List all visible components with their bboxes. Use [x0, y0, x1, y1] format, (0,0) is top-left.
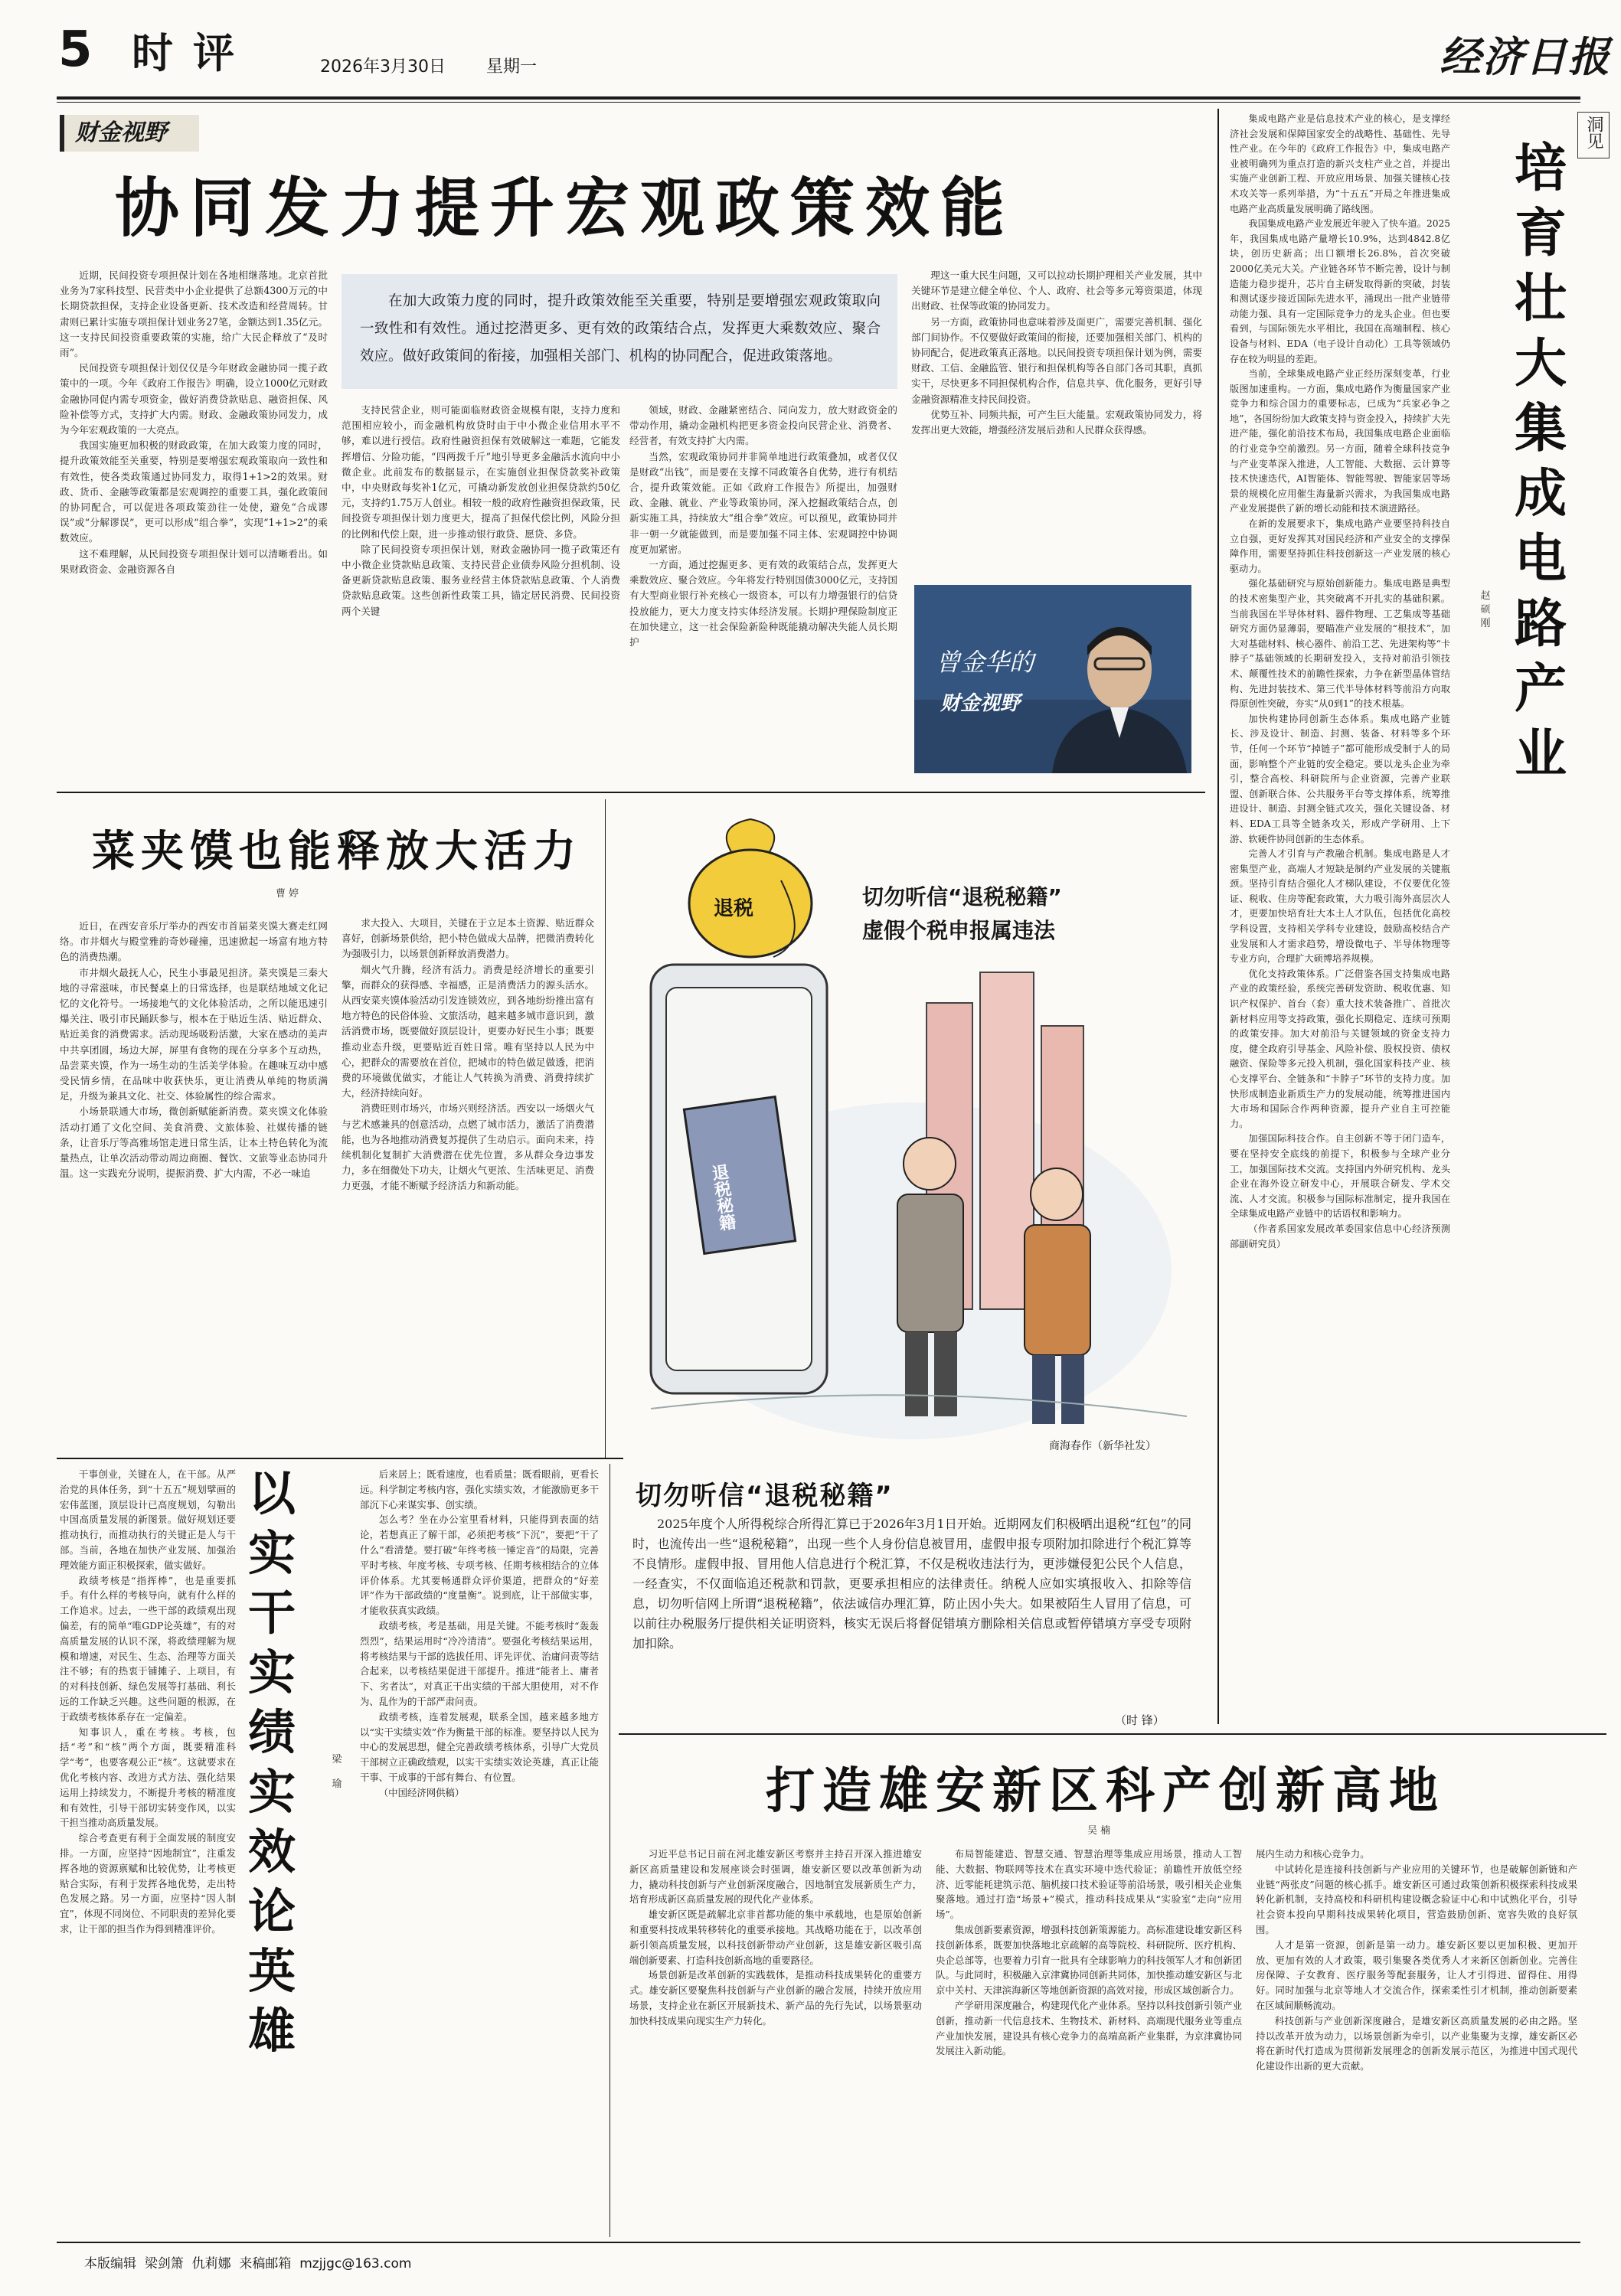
article3-body: 集成电路产业是信息技术产业的核心，是支撑经济社会发展和保障国家安全的战略性、基础性、先导性产业。在今年的《政府工作报告》中，集成电路产业被明确列为重点打造的新兴支柱产业之首，并提出实施产业创新工程、开放应用场景、加强关键核心技术攻关等一系列举措，为“十五五”开局之年推进集成电路产业高质量发展明确了路线图。 我国集成电路产业发展近年驶入了快车道。2025年，我国集成电路产量增长10.9%，达到4842.8亿块，创历史新高；出口额增长26.8%，首次突破2000亿美元大关。产业链各环节不断完善，设计与制造能力稳步提升，芯片自主研发取得新的突破，封装和测试逐步接近国际先进水平，涌现出一批产业链带动能力强、具有一定国际竞争力的龙头企业。但也要看到，与国际领先水平相比，我国在高端制程、核心设备与材料、EDA（电子设计自动化）工具等领域仍存在较为明显的差距。 当前，全球集成电路产业正经历深刻变革，行业版图加速重构。一方面，集成电路作为衡量国家产业竞争力和综合国力的重要标志，已成为“兵家必争之地”，各国纷纷加大政策支持与资金投入，持续扩大先进产能，强化前沿技术布局，我国集成电路企业面临的行业竞争空前激烈。另一方面，随着全球科技竞争与产业变革深入推进，人工智能、大数据、云计算等技术快速迭代，AI智能体、智能驾驶、智能家居等场景的规模化应用催生海量新兴需求，为我国集成电路产业发展提供了新的增长动能和技术演进路径。 在新的发展要求下，集成电路产业要坚持科技自立自强，更好发挥其对国民经济和产业安全的支撑保障作用，需要坚持抓住科技创新这一产业发展的核心驱动力。 强化基础研究与原始创新能力。集成电路是典型的技术密集型产业，其突破离不开扎实的基础积累。当前我国在半导体材料、器件物理、工艺集成等基础研究方面仍显薄弱，要瞄准产业发展的“根技术”，加大对基础材料、核心器件、前沿工艺、先进架构等“卡脖子”基础领域的长期研发投入，支持对前沿引领技术、颠覆性技术的前瞻性探索，力争在新型晶体管结构、先进封装技术、第三代半导体材料等前沿方向取得原创性突破，夯实“从0到1”的技术根基。 加快构建协同创新生态体系。集成电路产业链长、涉及设计、制造、封测、装备、材料等多个环节，任何一个环节“掉链子”都可能形成受制于人的局面，影响整个产业链的安全稳定。要以龙头企业为牵引，整合高校、科研院所与企业资源，完善产业联盟、创新联合体、公共服务平台等支撑体系，统筹推进设计、制造、封测全链式攻关，强化关键设备、材料、EDA工具等全链条攻关，形成产学研用、上下游、软硬件协同创新的生态体系。 完善人才引育与产教融合机制。集成电路是人才密集型产业，高端人才短缺是制约产业发展的关键瓶颈。坚持引育结合强化人才梯队建设，不仅要优化签证、税收、住房等配套政策，大力吸引海外高层次人才，更要加快培育壮大本土人才队伍，包括优化高校学科设置，支持相关学科专业建设，鼓励高校结合产业发展和人才需求趋势，增设微电子、半导体物理等专业方向，合理扩大硕博培养规模。 优化支持政策体系。广泛借鉴各国支持集成电路产业的政策经验，系统完善研发资助、税收优惠、知识产权保护、首台（套）重大技术装备推广、首批次新材料应用等支持政策，强化长期稳定、连续可预期的政策安排。加大对前沿与关键领域的资金支持力度，健全政府引导基金、风险补偿、股权投资、债权融资、保险等多元投入机制，强化国家科技产业、核心支撑平台、全链条和“卡脖子”环节的支持力度。加快形成制造业新质生产力的发展动能，统筹推进国内大市场和国际合作两种资源，提升产业自主可控能力。 加强国际科技合作。自主创新不等于闭门造车，要在坚持安全底线的前提下，积极参与全球产业分工，加强国际技术交流。支持国内外研究机构、龙头企业在海外设立研发中心，开展联合研发、学术交流、人才交流。积极参与国际标准制定，提升我国在全球集成电路产业链中的话语权和影响力。 （作者系国家发展改革委国家信息中心经济预测部副研究员）	[1230, 113, 1450, 1249]
article1-col4: 理这一重大民生问题，又可以拉动长期护理相关产业发展，其中关键环节是建立健全单位、个人、政府、社会等多元筹资渠道，体现出财政、社保等政策的协同发力。 另一方面，政策协同也意味着涉及面更广，需要完善机制、强化部门间协作。不仅要做好政策间的衔接，还要加强相关部门、机构的协同配合，促进政策真正落地。以民间投资专项担保计划为例，需要财政、工信、金融监管、银行和担保机构等各自部门各司其职，真抓实干，尽快更多不同担保机构合作，信息共享、优化服务，更好引导金融资源精准支持民间投资。 优势互补、同频共振，可产生巨大能量。宏观政策协同发力，将发挥出更大效能，增强经济发展后劲和人民群众获得感。	[911, 269, 1202, 436]
article3-tag: 洞见	[1577, 112, 1610, 158]
article4-author: 梁 瑜	[332, 1754, 342, 1790]
article5-title: 打造雄安新区科产创新高地	[766, 1763, 1446, 1820]
column-logo: 财金视野	[940, 692, 1021, 715]
paper-name-logo: 经济日报	[1440, 32, 1611, 81]
article1-summary: 在加大政策力度的同时，提升政策效能至关重要，特别是要增强宏观政策取向一致性和有效性。通过挖潜更多、更有效的政策结合点，发挥更大乘数效应、聚合效应。做好政策间的衔接，加强相关部门、机构的协同配合，促进政策落地。	[360, 293, 881, 364]
article2-divider	[605, 799, 606, 1458]
article1-col2: 支持民营企业，则可能面临财政资金规模有限，支持力度和范围相应较小，而金融机构放贷时由于中小微企业信用水平不够，难以进行授信。政府性融资担保有效破解这一难题，它能发挥增信、分险功能，“四两拨千斤”地引导更多金融活水流向中小微企业。此前发布的数据显示，在实施创业担保贷款奖补政策中，中央财政每奖补1亿元，可撬动新发放创业担保贷款约50亿元，支持约1.75万人创业。相较一般的政府性融资担保政策，民间投资专项担保计划力度更大，提高了担保代偿比例，风险分担的比例和代偿上限，进一步推动银行敢贷、愿贷、多贷。 除了民间投资专项担保计划，财政金融协同一揽子政策还有中小微企业贷款贴息政策、支持民营企业债券风险分担机制、设备更新贷款贴息政策、服务业经营主体贷款贴息政策、个人消费贷款贴息政策。这些创新性政策工具，锚定居民消费、民间投资两个关键	[342, 404, 620, 617]
article1-bottom-rule	[57, 792, 1205, 793]
column-tag: 财金视野	[60, 115, 199, 152]
footer-rule	[57, 2242, 1580, 2243]
article5-top-rule	[619, 1733, 1606, 1735]
cartoon-bag-label: 退税	[714, 897, 754, 920]
cartoon-credit: 商海春作（新华社发）	[1049, 1440, 1156, 1452]
cartoon-caption-title: 切勿听信“退税秘籍”	[636, 1481, 894, 1511]
cartoon-book-label: 退税秘籍	[708, 1162, 737, 1233]
article5-byline: 吴 楠	[1087, 1825, 1111, 1837]
article3-left-rule	[1217, 109, 1219, 1724]
page-number: 5	[58, 21, 93, 78]
issue-weekday: 星期一	[486, 57, 538, 77]
article5-col2: 布局智能建造、智慧交通、智慧治理等集成应用场景，推动人工智能、大数据、物联网等技术在真实环境中迭代验证；前瞻性开放低空经济、近零能耗建筑示范、脑机接口技术验证等前沿场景，吸引相关企业集聚落地。通过打造“场景+”模式，推动科技成果从“实验室”走向“应用场”。 集成创新要素资源，增强科技创新策源能力。高标准建设雄安新区科技创新体系，既要加快落地北京疏解的高等院校、科研院所、医疗机构、央企总部等，也要着力引育一批具有全球影响力的科技领军人才和创新团队。与此同时，积极融入京津冀协同创新共同体，加快推动雄安新区与北京中关村、天津滨海新区等地创新资源的高效对接，形成区域创新合力。 产学研用深度融合，构建现代化产业体系。坚持以科技创新引领产业创新，推动新一代信息技术、生物技术、新材料、高端现代服务业等重点产业加快发展，建设具有核心竞争力的高端高新产业集群，为京津冀协同发展注入新动能。	[936, 1848, 1242, 2057]
author-portrait	[914, 585, 1191, 773]
article3-author: 赵 硕 刚	[1480, 590, 1491, 629]
cartoon-slogan-1: 切勿听信“退税秘籍”	[862, 884, 1062, 910]
article2-col2: 求大投入、大项目，关键在于立足本土资源、贴近群众喜好，创新场景供给，把小特色做成大品牌，把微消费转化为强吸引力，以场景创新释放消费潜力。 烟火气升腾，经济有活力。消费是经济增长的重要引擎，而群众的获得感、幸福感，正是消费活力的源头活水。从西安菜夹馍体验活动引发连锁效应，到各地纷纷推出富有地方特色的民俗体验、文旅活动，越来越多城市意识到，激活消费市场，既要做好顶层设计，更要办好民生小事；既要推动业态升级，更要贴近百姓日常。唯有坚持以人民为中心，把群众的需要放在首位，把城市的特色做足做透，把消费的环境做优做实，才能让人气转换为消费、消费持续扩大，经济持续向好。 消费旺则市场兴，市场兴则经济活。西安以一场烟火气与艺术感兼具的创意活动，点燃了城市活力，激活了消费潜能，也为各地推动消费复苏提供了生动启示。面向未来，持续机制化复制扩大消费潜在优先位置，多从群众身边事发力，多在细微处下功夫，让烟火气更浓、生活味更足、消费力更强，才能不断赋予经济活力和新动能。	[342, 917, 594, 1192]
article5-col1: 习近平总书记日前在河北雄安新区考察并主持召开深入推进雄安新区高质量建设和发展座谈会时强调，雄安新区要以改革创新为动力，撬动科技创新与产业创新深度融合，因地制宜发展新质生产力，培育形成新区高质量发展的现代化产业体系。 雄安新区既是疏解北京非首都功能的集中承载地，也是原始创新和重要科技成果转移转化的重要承接地。其战略功能在于，以改革创新引领高质量发展，以科技创新带动产业创新，这是雄安新区吸引高端创新要素、打造科技创新高地的重要路径。 场景创新是改革创新的实践载体，是推动科技成果转化的重要方式。雄安新区要聚焦科技创新与产业创新的融合发展，持续开放应用场景，支持企业在新区开展新技术、新产品的先行先试，以场景驱动加快科技成果向现实生产力转化。	[629, 1848, 922, 2027]
article4-col2: 后来居上；既看速度，也看质量；既看眼前，更看长远。科学制定考核内容，强化实绩实效，才能激励更多干部沉下心来谋实事、创实绩。 怎么考？坐在办公室里看材料，只能得到表面的结论，若想真正了解干部，必须把考核“下沉”，要把“干了什么”看清楚。要打破“年终考核一锤定音”的局限，完善平时考核、年度考核、专项考核、任期考核相结合的立体评价体系。尤其要畅通群众评价渠道，把群众的“好差评”作为干部政绩的“度量衡”。说到底，让干部做实事，才能收获真实政绩。 政绩考核，考是基础，用是关键。不能考核时“轰轰烈烈”，结果运用时“冷冷清清”。要强化考核结果运用，将考核结果与干部的选拔任用、评先评优、治庸问责等结合起来，以考核结果促进干部提升。推进“能者上、庸者下、劣者汰”，对真正干出实绩的干部大胆使用，对不作为、乱作为的干部严肃问责。 政绩考核，连着发展观，联系全国，越来越多地方以“实干实绩实效”作为衡量干部的标准。要坚持以人民为中心的发展思想，健全完善政绩考核体系，引导广大党员干部树立正确政绩观，以实干实绩实效论英雄，真正让能干事、干成事的干部有舞台、有位置。 （中国经济网供稿）	[360, 1468, 599, 1798]
masthead-rule-thin	[57, 102, 1580, 103]
cartoon-caption-body: 2025年度个人所得税综合所得汇算已于2026年3月1日开始。近期网友们积极晒出退税“红包”的同时，也流传出一些“退税秘籍”，出现一些个人身份信息被冒用，虚假申报专项附加扣除进行个税汇算等不良情形。虚假申报、冒用他人信息进行个税汇算，不仅是税收违法行为，更涉嫌侵犯公民个人信息，一经查实，不仅面临追还税款和罚款，更要承担相应的法律责任。纳税人应如实填报收入、扣除等信息，切勿听信网上所谓“退税秘籍”，依法诚信办理汇算，防止因小失大。如果被陌生人冒用了信息，可以前往办税服务厅提供相关证明资料，核实无误后将督促错填方删除相关信息或暂停错填方享受专项附加扣除。	[632, 1517, 1191, 1651]
article1-col1: 近期，民间投资专项担保计划在各地相继落地。北京首批业务为7家科技型、民营类中小企业提供了总额4300万元的中长期贷款担保，支持企业设备更新、技术改造和经营周转。甘肃则已累计实施专项担保计划业务27笔，金额达到1.35亿元。这一支持民间投资重要政策的实施，给广大民企释放了“及时雨”。 民间投资专项担保计划仅仅是今年财政金融协同一揽子政策中的一项。今年《政府工作报告》明确，设立1000亿元财政金融协同促内需专项资金，做好消费贷款贴息、融资担保、风险补偿等方式，支持扩大内需。财政、金融政策协同发力，成为今年宏观政策的一大亮点。 我国实施更加积极的财政政策，在加大政策力度的同时，提升政策效能至关重要，特别是要增强宏观政策取向一致性和有效性，使各类政策通过协同发力，取得1+1>2的效果。财政、货币、金融等政策都是宏观调控的重要工具，强化政策间的协同配合，可以促进各项政策劲往一处使，避免“合成谬误”或“分解谬误”，更可以形成“组合拳”，实现“1+1>2”的乘数效应。 这不难理解，从民间投资专项担保计划可以清晰看出。如果财政资金、金融资源各自	[60, 269, 328, 575]
article4-col1: 干事创业，关键在人，在干部。从严治党的具体任务，到“十五五”规划擘画的宏伟蓝图，顶层设计已高度规划，勾勒出中国高质量发展的新图景。做好规划还要推动执行，而推动执行的关键正是人与干部。当前，各地在加快产业发展、加强治理效能方面正积极探索，做实做好。 政绩考核是“指挥棒”，也是重要抓手。有什么样的考核导向，就有什么样的工作追求。过去，一些干部的政绩观出现偏差，有的简单“唯GDP论英雄”，有的对高质量发展的认识不深，将政绩理解为规模和增速，对民生、生态、治理等方面关注不够；有的热衷于铺摊子、上项目，有的对科技创新、绿色发展等打基础、利长远的工作缺乏兴趣。这些问题的根源，在于政绩考核体系存在一定偏差。 知事识人，重在考核。考核，包括“考”和“核”两个方面，既要精准科学“考”，也要客观公正“核”。这就要求在优化考核内容、改进方式方法、强化结果运用上持续发力，不断提升考核的精准度和有效性，引导干部切实转变作风，以实干担当推动高质量发展。 综合考查更有利于全面发展的制度安排。一方面，应坚持“因地制宜”，注重发挥各地的资源禀赋和比较优势，让考核更贴合实际，有利于发挥各地优势，走出特色发展之路。另一方面，应坚持“因人制宜”，体现不同岗位、不同职责的差异化要求，让干部的担当作为得到精准评价。	[60, 1468, 236, 1935]
article2-title: 菜夹馍也能释放大活力	[92, 826, 582, 877]
author-photo-icon	[914, 585, 1191, 773]
masthead-rule	[57, 96, 1580, 100]
article4-title: 以 实 干 实 绩 实 效 论 英 雄	[247, 1465, 296, 2059]
issue-date: 2026年3月30日	[320, 57, 446, 77]
footer-editors: 本版编辑 梁剑箫 仇莉娜 来稿邮箱 mzjjgc@163.com	[84, 2256, 412, 2272]
article5-col3: 展内生动力和核心竞争力。 中试转化是连接科技创新与产业应用的关键环节，也是破解创新链和产业链“两张皮”问题的核心抓手。雄安新区可通过政策创新积极探索科技成果转化新机制，支持高校和科研机构建设概念验证中心和中试熟化平台，引导社会资本投向早期科技成果转化项目，营造鼓励创新、宽容失败的良好氛围。 人才是第一资源，创新是第一动力。雄安新区要以更加积极、更加开放、更加有效的人才政策，吸引集聚各类优秀人才来新区创新创业。完善住房保障、子女教育、医疗服务等配套服务，让人才引得进、留得住、用得好。同时加强与北京等地人才交流合作，探索柔性引才机制，推动创新要素在区域间顺畅流动。 科技创新与产业创新深度融合，是雄安新区高质量发展的必由之路。坚持以改革开放为动力，以场景创新为牵引，以产业集聚为支撑，雄安新区必将在新时代打造成为贯彻新发展理念的创新发展示范区，为推进中国式现代化建设作出新的更大贡献。	[1256, 1848, 1577, 2072]
article2-col1: 近日，在西安音乐厅举办的西安市首届菜夹馍大赛走红网络。市井烟火与殿堂雅韵奇妙碰撞，迅速掀起一场富有地方特色的消费热潮。 市井烟火最抚人心，民生小事最见担济。菜夹馍是三秦大地的寻常滋味，市民餐桌上的日常选择，也是联结地域文化记忆的文化符号。一场接地气的文化体验活动，之所以能迅速引爆关注、吸引市民踊跃参与，根本在于贴近生活、贴近群众、贴近美食的消费需求。活动现场吸粉活激，大家在感动的美声中共享团圆，场边大屏，屏里有食物的现在分享多个互动热，品尝菜夹馍，作为一场生动的生活美学体验。在趣味互动中感受民情乡情，在品味中收获快乐，更让消费从单纯的物质满足，升级为兼具文化、社交、体验属性的综合需求。 小场景联通大市场，微创新赋能新消费。菜夹馍文化体验活动打通了文化空间、美食消费、文旅体验、社媒传播的链条，让音乐厅等高雅场馆走进日常生活，让本土特色转化为流量热点，让单次活动带动周边商圈、餐饮、文旅等业态协同升温。这一实践充分说明，提振消费、扩大内需，不必一味追	[60, 920, 328, 1180]
cartoon-slogan-2: 虚假个税申报属违法	[862, 918, 1056, 943]
article1-title: 协同发力提升宏观政策效能	[115, 171, 1016, 246]
article1-col3: 领域，财政、金融紧密结合、同向发力，放大财政资金的带动作用，撬动金融机构把更多资金投向民营企业、消费者、经营者，有效支持扩大内需。 当然，宏观政策协同并非简单地进行政策叠加，或者仅仅是财政“出钱”，而是要在支撑不同政策各自优势，进行有机结合，提升政策效能。正如《政府工作报告》所提出，加强财政、金融、就业、产业等政策协同，深入挖掘政策结合点，创新实施工具，持续放大“组合拳”效应。可以预见，政策协同并非一朝一夕就能做到，而是要加强不同主体、宏观调控中协调度更加紧密。 一方面，通过挖掘更多、更有效的政策结合点，发挥更大乘数效应、聚合效应。今年将发行特别国债3000亿元，支持国有大型商业银行补充核心一级资本，可以有力增强银行的信贷投放能力，更大力度支持实体经济发展。长期护理保险制度正在加快建立，这一社会保险新险种既能撬动解决失能人员长期护	[629, 404, 897, 648]
article3-title: 培 育 壮 大 集 成 电 路 产 业	[1514, 139, 1567, 785]
article2-byline: 曹 婷	[276, 888, 299, 900]
section-name: 时评	[132, 29, 254, 77]
cartoon-caption-author: （时 锋）	[1115, 1713, 1165, 1727]
cartoon-illustration	[620, 812, 1204, 1468]
author-signature: 曾金华的	[936, 648, 1034, 677]
mid-rule	[57, 1458, 623, 1459]
